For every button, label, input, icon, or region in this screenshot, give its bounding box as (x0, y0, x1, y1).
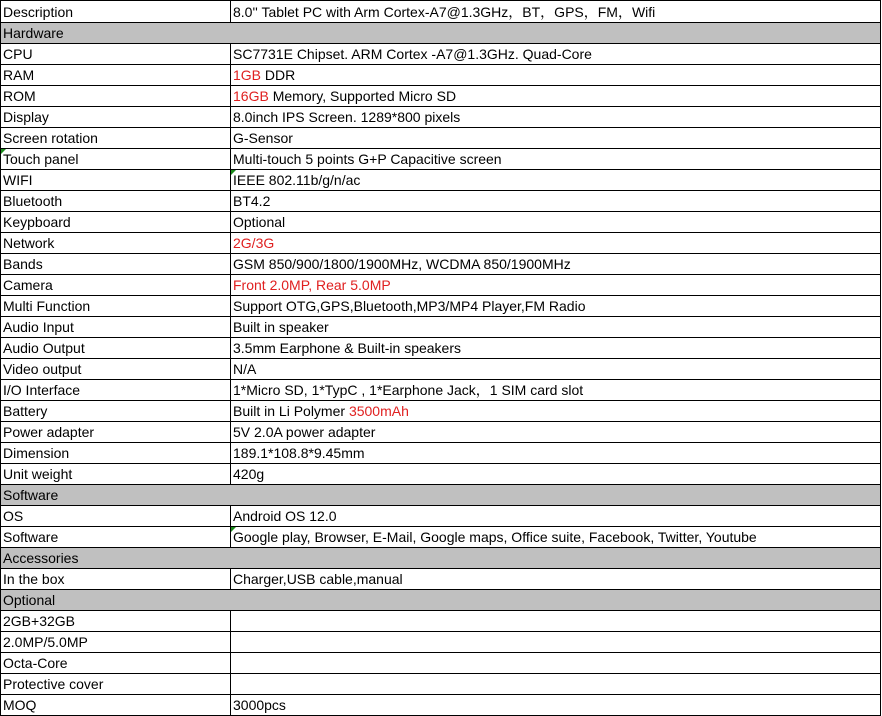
value-text: Multi-touch 5 points G+P Capacitive screen (233, 151, 502, 167)
section-title: Optional (1, 590, 881, 611)
spec-row-moq (1, 695, 881, 716)
section-header-hardware (1, 23, 881, 44)
spec-value (231, 317, 881, 338)
highlighted-value-text: 3500mAh (348, 403, 409, 419)
spec-label: Keypboard (1, 212, 231, 233)
spec-value (231, 506, 881, 527)
spec-row-audio-output (1, 338, 881, 359)
spec-value (231, 86, 881, 107)
spec-row-ram (1, 65, 881, 86)
spec-label: Power adapter (1, 422, 231, 443)
spec-row-network (1, 233, 881, 254)
spec-value (231, 695, 881, 716)
spec-label: Unit weight (1, 464, 231, 485)
spec-label: Display (1, 107, 231, 128)
spec-value (231, 44, 881, 65)
highlighted-value-text: 2G/3G (233, 235, 275, 251)
spec-label: Network (1, 233, 231, 254)
spec-label: Video output (1, 359, 231, 380)
section-header-accessories (1, 548, 881, 569)
spec-value (231, 380, 881, 401)
spec-value (231, 149, 881, 170)
value-text: DDR (261, 67, 296, 83)
spec-value (231, 191, 881, 212)
spec-row-keypboard (1, 212, 881, 233)
spec-table-body (1, 1, 881, 716)
spec-value (231, 611, 881, 632)
spec-row-protective-cover (1, 674, 881, 695)
value-text: 420g (233, 466, 265, 482)
spec-row-2-0mp-5-0mp (1, 632, 881, 653)
spec-row-i-o-interface (1, 380, 881, 401)
value-text: 8.0inch IPS Screen. 1289*800 pixels (233, 109, 461, 125)
section-header-optional (1, 590, 881, 611)
spec-row-wifi (1, 170, 881, 191)
value-text: Optional (233, 214, 286, 230)
value-text: N/A (233, 361, 257, 377)
spec-value (231, 128, 881, 149)
spec-label: Touch panel (1, 149, 231, 170)
spec-label: Battery (1, 401, 231, 422)
spec-row-bands (1, 254, 881, 275)
spec-label: Audio Input (1, 317, 231, 338)
spec-value (231, 569, 881, 590)
section-header-software (1, 485, 881, 506)
spec-value (231, 170, 881, 191)
spec-label: Octa-Core (1, 653, 231, 674)
value-text: Built in speaker (233, 319, 329, 335)
spec-row-description (1, 1, 881, 23)
spec-label: 2.0MP/5.0MP (1, 632, 231, 653)
spec-row-rom (1, 86, 881, 107)
spec-row-2gb-32gb (1, 611, 881, 632)
section-title: Accessories (1, 548, 881, 569)
spec-label: RAM (1, 65, 231, 86)
spec-label: Bluetooth (1, 191, 231, 212)
value-text: Google play, Browser, E-Mail, Google maps, Office suite, Facebook, Twitter, Youtube (233, 529, 757, 545)
spec-value (231, 632, 881, 653)
spec-value (231, 674, 881, 695)
spec-row-audio-input (1, 317, 881, 338)
spec-value (231, 443, 881, 464)
value-text: 8.0'' Tablet PC with Arm Cortex-A7@1.3GHz，BT，GPS，FM，Wifi (233, 3, 656, 20)
spec-label: Description (1, 1, 231, 23)
spec-value (231, 254, 881, 275)
value-text: SC7731E Chipset. ARM Cortex -A7@1.3GHz. Quad-Core (233, 46, 592, 62)
spec-value (231, 422, 881, 443)
spec-label: Dimension (1, 443, 231, 464)
value-text: BT4.2 (233, 193, 271, 209)
spec-value (231, 212, 881, 233)
section-title: Hardware (1, 23, 881, 44)
spec-row-display (1, 107, 881, 128)
highlighted-value-text: Front 2.0MP, Rear 5.0MP (233, 277, 391, 293)
spec-value (231, 65, 881, 86)
spec-label: MOQ (1, 695, 231, 716)
value-text: Support OTG,GPS,Bluetooth,MP3/MP4 Player,FM Radio (233, 298, 586, 314)
spec-value (231, 653, 881, 674)
value-text: Charger,USB cable,manual (233, 571, 403, 587)
spec-row-octa-core (1, 653, 881, 674)
spec-value (231, 401, 881, 422)
value-text: Android OS 12.0 (233, 508, 337, 524)
spec-value (231, 1, 881, 23)
highlighted-value-text: 16GB (233, 88, 269, 104)
value-text: 1*Micro SD, 1*TypC , 1*Earphone Jack，1 SIM card slot (233, 382, 584, 398)
spec-label: Bands (1, 254, 231, 275)
spec-label: I/O Interface (1, 380, 231, 401)
spec-label: Camera (1, 275, 231, 296)
value-text: GSM 850/900/1800/1900MHz, WCDMA 850/1900MHz (233, 256, 571, 272)
spec-label: OS (1, 506, 231, 527)
spec-label: Software (1, 527, 231, 548)
value-text: IEEE 802.11b/g/n/ac (233, 172, 361, 188)
spec-value (231, 275, 881, 296)
spec-row-software (1, 527, 881, 548)
spec-row-power-adapter (1, 422, 881, 443)
spec-value (231, 464, 881, 485)
value-text: 189.1*108.8*9.45mm (233, 445, 365, 461)
spec-label: In the box (1, 569, 231, 590)
value-text: 5V 2.0A power adapter (233, 424, 376, 440)
spec-label: Protective cover (1, 674, 231, 695)
spec-value (231, 527, 881, 548)
spec-label: Audio Output (1, 338, 231, 359)
spec-value (231, 233, 881, 254)
spec-row-camera (1, 275, 881, 296)
spec-label: Multi Function (1, 296, 231, 317)
highlighted-value-text: 1GB (233, 67, 262, 83)
spec-row-cpu (1, 44, 881, 65)
spec-row-in-the-box (1, 569, 881, 590)
spec-row-multi-function (1, 296, 881, 317)
value-text: Memory, Supported Micro SD (268, 88, 457, 104)
value-text: G-Sensor (233, 130, 293, 146)
value-text: Built in Li Polymer (233, 403, 349, 419)
value-text: 3000pcs (233, 697, 286, 713)
spec-row-touch-panel (1, 149, 881, 170)
spec-label: Screen rotation (1, 128, 231, 149)
spec-label: ROM (1, 86, 231, 107)
spec-value (231, 107, 881, 128)
spec-row-dimension (1, 443, 881, 464)
spec-row-bluetooth (1, 191, 881, 212)
spec-label: 2GB+32GB (1, 611, 231, 632)
spec-row-screen-rotation (1, 128, 881, 149)
spec-row-unit-weight (1, 464, 881, 485)
spec-label: CPU (1, 44, 231, 65)
spec-value (231, 359, 881, 380)
spec-row-os (1, 506, 881, 527)
spec-value (231, 296, 881, 317)
spec-value (231, 338, 881, 359)
section-title: Software (1, 485, 881, 506)
spec-row-battery (1, 401, 881, 422)
value-text: 3.5mm Earphone & Built-in speakers (233, 340, 461, 356)
spec-label: WIFI (1, 170, 231, 191)
spec-row-video-output (1, 359, 881, 380)
